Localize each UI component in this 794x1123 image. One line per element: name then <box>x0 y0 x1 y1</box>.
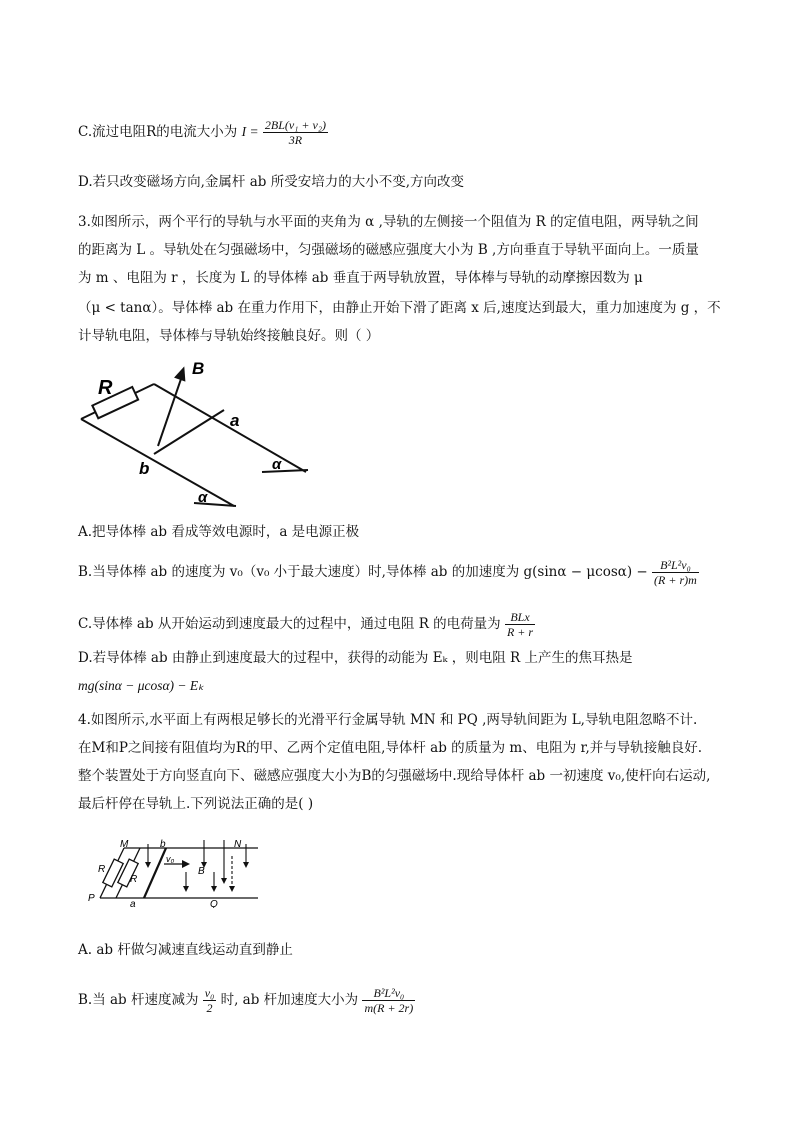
q3-option-b: B.当导体棒 ab 的速度为 v₀（v₀ 小于最大速度）时,导体棒 ab 的加速度为 g(sinα − μcosα) − $\frac{\text{B²L²v₀}}{(R + r)m}$ <box>78 558 697 587</box>
q4-label-r1: R <box>98 864 106 875</box>
q2-option-d: D.若只改变磁场方向,金属杆 ab 所受安培力的大小不变,方向改变 <box>78 174 464 190</box>
q3-option-c: C.导体棒 ab 从开始运动到速度最大的过程中，通过电阻 R 的电荷量为 $\frac{\text{BLx}}{R + r}$ <box>78 610 534 639</box>
q3-stem-line2: 的距离为 L 。导轨处在匀强磁场中，匀强磁场的磁感应强度大小为 B ,方向垂直于导轨平面向上。一质量 <box>78 242 699 258</box>
q3-label-alpha-1: α <box>272 456 282 473</box>
q4-label-q: Q <box>210 899 218 908</box>
q4-label-v0: v₀ <box>166 854 175 864</box>
q4-label-a: a <box>130 899 136 908</box>
q4-optb-half-fraction: $\frac{\text{v₀}}{2}$ <box>204 986 215 1015</box>
q4-stem-line3: 整个装置处于方向竖直向下、磁感应强度大小为B的匀强磁场中.现给导体杆 ab 一初速度 v₀,使杆向右运动, <box>78 768 711 784</box>
q4-label-n: N <box>234 839 242 850</box>
q3-stem-line4: （μ < tanα）。导体棒 ab 在重力作用下，由静止开始下滑了距离 x 后,速度达到最大，重力加速度为 g ，不 <box>78 300 721 316</box>
q3-label-b: b <box>139 459 150 478</box>
q3-stem-line5: 计导轨电阻，导体棒与导轨始终接触良好。则（ ） <box>78 328 380 344</box>
q4-label-m: M <box>120 839 129 850</box>
q3-label-b-field: B <box>192 359 205 378</box>
q3-figure <box>76 356 326 508</box>
q3-optc-fraction: $\frac{\text{BLx}}{R + r}$ <box>506 610 534 639</box>
q4-label-b: b <box>160 839 166 850</box>
q3-option-d-line2: mg(sinα − μcosα) − Eₖ <box>78 678 204 693</box>
q4-label-r2: R <box>130 874 138 885</box>
q3-option-d-line1: D.若导体棒 ab 由静止到速度最大的过程中，获得的动能为 Eₖ ，则电阻 R 上产生的焦耳热是 <box>78 650 633 666</box>
q3-label-r: R <box>98 377 113 399</box>
q3-label-alpha-2: α <box>198 489 208 506</box>
q3-stem-line3: 为 m 、电阻为 r ，长度为 L 的导体棒 ab 垂直于两导轨放置，导体棒与导轨的动摩擦因数为 μ <box>78 270 643 286</box>
q4-figure <box>86 836 266 908</box>
q4-optb-fraction: $\frac{\text{B²L²v₀}}{m(R + 2r)}$ <box>364 986 414 1015</box>
q4-label-p: P <box>88 893 95 904</box>
q4-option-b: B.当 ab 杆速度减为 $\frac{\text{v₀}}{2}$ 时, ab 杆加速度大小为 $\frac{\text{B²L²v₀}}{m(R + 2r)}$ <box>78 986 414 1015</box>
q4-option-a: A. ab 杆做匀减速直线运动直到静止 <box>78 942 293 958</box>
q4-stem-line2: 在M和P之间接有阻值均为R的甲、乙两个定值电阻,导体杆 ab 的质量为 m、电阻为 r,并与导轨接触良好. <box>78 740 703 756</box>
q3-label-a: a <box>230 411 240 430</box>
q2-optc-fraction: $\frac{\text{2BL(v₁ + v₂)}}{3R}$ <box>264 118 326 147</box>
q3-option-a: A.把导体棒 ab 看成等效电源时，a 是电源正极 <box>78 524 360 540</box>
q2-option-c: C.流过电阻R的电流大小为 I = $\frac{\text{2BL(v₁ + v₂)}}{3R}$ <box>78 118 326 147</box>
q4-stem-line1: 4.如图所示,水平面上有两根足够长的光滑平行金属导轨 MN 和 PQ ,两导轨间距为 L,导轨电阻忽略不计. <box>78 712 698 728</box>
q3-optb-fraction: $\frac{\text{B²L²v₀}}{(R + r)m}$ <box>654 558 697 587</box>
q3-stem-line1: 3.如图所示，两个平行的导轨与水平面的夹角为 α ,导轨的左侧接一个阻值为 R 的定值电阻，两导轨之间 <box>78 214 699 230</box>
q4-label-b-field: B <box>198 866 205 877</box>
q4-stem-line4: 最后杆停在导轨上.下列说法正确的是( ) <box>78 796 314 812</box>
